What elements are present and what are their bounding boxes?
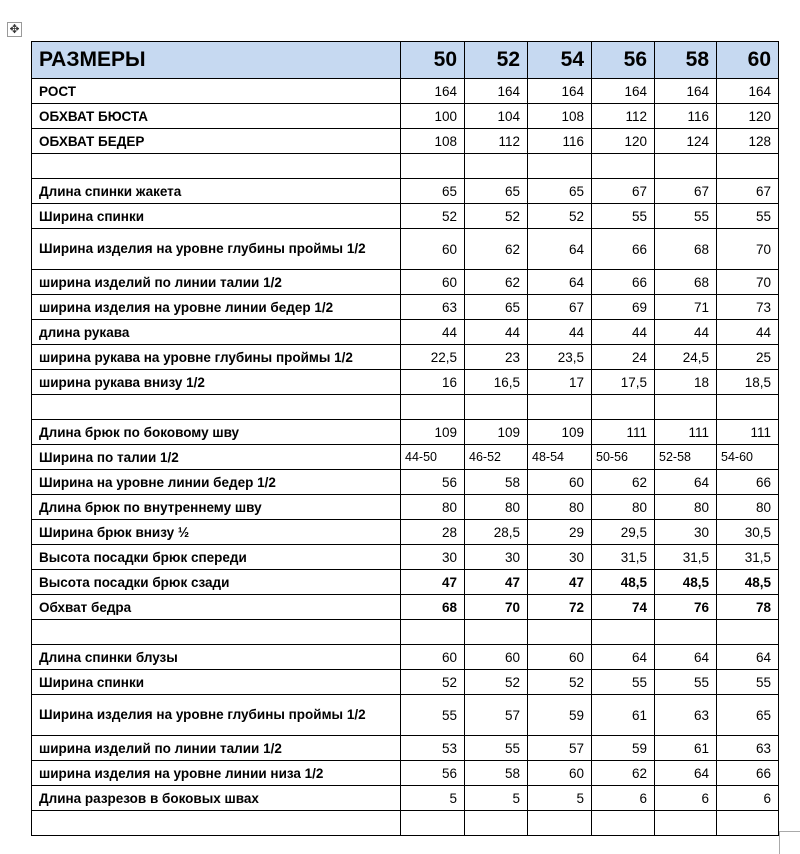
size-value: 108	[401, 129, 465, 154]
size-value: 60	[401, 229, 465, 270]
size-value: 54-60	[717, 445, 779, 470]
table-row	[32, 495, 779, 520]
size-value: 65	[717, 695, 779, 736]
table-row	[32, 736, 779, 761]
size-value: 52	[401, 670, 465, 695]
size-value: 44-50	[401, 445, 465, 470]
size-value: 6	[717, 786, 779, 811]
size-value: 120	[592, 129, 655, 154]
table-row	[32, 370, 779, 395]
table-row	[32, 179, 779, 204]
size-value: 57	[528, 736, 592, 761]
size-header: 54	[528, 42, 592, 79]
table-row	[32, 595, 779, 620]
size-value: 65	[465, 179, 528, 204]
size-value: 164	[401, 79, 465, 104]
size-value: 76	[655, 595, 717, 620]
size-value: 116	[655, 104, 717, 129]
size-chart-table	[31, 41, 779, 836]
size-value: 60	[528, 645, 592, 670]
size-value: 55	[655, 670, 717, 695]
size-value: 55	[401, 695, 465, 736]
size-value: 60	[401, 270, 465, 295]
size-value: 109	[465, 420, 528, 445]
size-value: 55	[465, 736, 528, 761]
size-value: 128	[717, 129, 779, 154]
size-value: 62	[465, 229, 528, 270]
size-value: 68	[655, 270, 717, 295]
size-value: 48,5	[655, 570, 717, 595]
size-value: 56	[401, 761, 465, 786]
size-value: 61	[592, 695, 655, 736]
row-label: Ширина спинки	[32, 670, 401, 695]
size-value: 52	[528, 204, 592, 229]
table-row	[32, 761, 779, 786]
size-value: 55	[592, 670, 655, 695]
size-value: 64	[717, 645, 779, 670]
size-value	[465, 620, 528, 645]
table-spacer-row	[32, 811, 779, 836]
size-value: 52	[465, 204, 528, 229]
size-value: 16,5	[465, 370, 528, 395]
size-value: 62	[592, 761, 655, 786]
size-value: 116	[528, 129, 592, 154]
size-value	[592, 811, 655, 836]
size-value: 44	[655, 320, 717, 345]
size-value: 65	[528, 179, 592, 204]
size-value: 80	[592, 495, 655, 520]
size-value	[592, 395, 655, 420]
size-value	[717, 811, 779, 836]
table-row	[32, 520, 779, 545]
size-value: 67	[717, 179, 779, 204]
size-value: 62	[592, 470, 655, 495]
size-value: 68	[401, 595, 465, 620]
size-value: 48,5	[592, 570, 655, 595]
size-value: 23,5	[528, 345, 592, 370]
row-label: ширина изделия на уровне линии бедер 1/2	[32, 295, 401, 320]
size-value: 109	[528, 420, 592, 445]
table-row	[32, 445, 779, 470]
size-value: 6	[655, 786, 717, 811]
size-value: 29	[528, 520, 592, 545]
size-value: 70	[465, 595, 528, 620]
size-value: 52	[465, 670, 528, 695]
size-value: 58	[465, 761, 528, 786]
row-label	[32, 395, 401, 420]
size-value: 78	[717, 595, 779, 620]
size-value: 16	[401, 370, 465, 395]
size-value: 63	[655, 695, 717, 736]
size-value: 112	[592, 104, 655, 129]
table-row	[32, 570, 779, 595]
size-value: 111	[655, 420, 717, 445]
table-row	[32, 470, 779, 495]
row-label: РОСТ	[32, 79, 401, 104]
size-header: 58	[655, 42, 717, 79]
size-value: 164	[655, 79, 717, 104]
table-row	[32, 270, 779, 295]
size-value: 69	[592, 295, 655, 320]
size-value: 104	[465, 104, 528, 129]
size-value	[717, 620, 779, 645]
size-value: 56	[401, 470, 465, 495]
size-value: 80	[465, 495, 528, 520]
size-value: 22,5	[401, 345, 465, 370]
size-value: 59	[592, 736, 655, 761]
size-value: 47	[528, 570, 592, 595]
size-value: 63	[717, 736, 779, 761]
table-spacer-row	[32, 620, 779, 645]
table-row	[32, 229, 779, 270]
size-value	[655, 811, 717, 836]
row-label: ширина изделий по линии талии 1/2	[32, 736, 401, 761]
size-value: 57	[465, 695, 528, 736]
row-label: Ширина спинки	[32, 204, 401, 229]
row-label	[32, 154, 401, 179]
size-value: 164	[717, 79, 779, 104]
size-value: 63	[401, 295, 465, 320]
size-value	[465, 154, 528, 179]
size-value: 47	[401, 570, 465, 595]
size-value: 44	[528, 320, 592, 345]
size-value: 100	[401, 104, 465, 129]
size-value: 66	[592, 270, 655, 295]
size-value	[401, 154, 465, 179]
table-spacer-row	[32, 154, 779, 179]
size-value: 5	[465, 786, 528, 811]
header-label: РАЗМЕРЫ	[32, 42, 401, 79]
size-value: 66	[592, 229, 655, 270]
size-value: 53	[401, 736, 465, 761]
table-spacer-row	[32, 395, 779, 420]
table-header-row	[32, 42, 779, 79]
table-row	[32, 786, 779, 811]
size-value: 111	[592, 420, 655, 445]
size-value: 108	[528, 104, 592, 129]
size-value: 30	[655, 520, 717, 545]
size-value: 72	[528, 595, 592, 620]
size-value	[592, 154, 655, 179]
size-value: 80	[717, 495, 779, 520]
size-value	[528, 395, 592, 420]
size-value: 25	[717, 345, 779, 370]
size-value: 64	[592, 645, 655, 670]
size-value: 55	[655, 204, 717, 229]
size-value: 17,5	[592, 370, 655, 395]
size-value	[655, 395, 717, 420]
row-label: Ширина на уровне линии бедер 1/2	[32, 470, 401, 495]
size-value: 18,5	[717, 370, 779, 395]
row-label: ОБХВАТ БЮСТА	[32, 104, 401, 129]
size-value: 80	[401, 495, 465, 520]
size-value: 52-58	[655, 445, 717, 470]
size-value: 112	[465, 129, 528, 154]
size-value: 47	[465, 570, 528, 595]
size-value: 73	[717, 295, 779, 320]
row-label: Длина брюк по боковому шву	[32, 420, 401, 445]
row-label: Ширина по талии 1/2	[32, 445, 401, 470]
row-label: ОБХВАТ БЕДЕР	[32, 129, 401, 154]
size-value: 68	[655, 229, 717, 270]
size-value: 48-54	[528, 445, 592, 470]
size-value: 61	[655, 736, 717, 761]
size-value: 23	[465, 345, 528, 370]
size-value: 28	[401, 520, 465, 545]
table-row	[32, 295, 779, 320]
size-value: 62	[465, 270, 528, 295]
size-value: 24	[592, 345, 655, 370]
size-value: 18	[655, 370, 717, 395]
row-label	[32, 811, 401, 836]
row-label: Длина спинки блузы	[32, 645, 401, 670]
size-value: 109	[401, 420, 465, 445]
size-value: 67	[592, 179, 655, 204]
size-value: 52	[528, 670, 592, 695]
corner-resize-box	[779, 831, 800, 854]
size-value: 60	[401, 645, 465, 670]
size-value: 5	[528, 786, 592, 811]
size-value	[401, 395, 465, 420]
size-header: 56	[592, 42, 655, 79]
row-label: ширина рукава на уровне глубины проймы 1/2	[32, 345, 401, 370]
size-value: 55	[592, 204, 655, 229]
row-label: Ширина изделия на уровне глубины проймы 1/2	[32, 229, 401, 270]
size-value: 164	[528, 79, 592, 104]
size-value: 44	[592, 320, 655, 345]
size-value: 31,5	[717, 545, 779, 570]
size-value: 64	[528, 229, 592, 270]
size-header: 52	[465, 42, 528, 79]
size-value	[465, 811, 528, 836]
row-label: Ширина изделия на уровне глубины проймы 1/2	[32, 695, 401, 736]
size-value: 46-52	[465, 445, 528, 470]
size-value	[401, 620, 465, 645]
size-value	[528, 811, 592, 836]
size-value: 164	[592, 79, 655, 104]
row-label: ширина рукава внизу 1/2	[32, 370, 401, 395]
size-value: 71	[655, 295, 717, 320]
size-value: 60	[465, 645, 528, 670]
table-row	[32, 204, 779, 229]
size-value	[717, 154, 779, 179]
size-value: 24,5	[655, 345, 717, 370]
size-value: 64	[655, 761, 717, 786]
size-value	[655, 620, 717, 645]
size-value: 31,5	[655, 545, 717, 570]
row-label: ширина изделий по линии талии 1/2	[32, 270, 401, 295]
size-value: 44	[717, 320, 779, 345]
table-row	[32, 320, 779, 345]
size-value: 65	[465, 295, 528, 320]
size-value: 66	[717, 761, 779, 786]
table-row	[32, 420, 779, 445]
table-row	[32, 104, 779, 129]
size-value	[592, 620, 655, 645]
row-label: ширина изделия на уровне линии низа 1/2	[32, 761, 401, 786]
table-row	[32, 129, 779, 154]
size-value: 6	[592, 786, 655, 811]
size-value: 28,5	[465, 520, 528, 545]
size-value: 30	[401, 545, 465, 570]
row-label: длина рукава	[32, 320, 401, 345]
table-row	[32, 695, 779, 736]
row-label: Высота посадки брюк сзади	[32, 570, 401, 595]
row-label: Высота посадки брюк спереди	[32, 545, 401, 570]
size-value: 64	[655, 645, 717, 670]
size-value: 30	[465, 545, 528, 570]
size-value: 70	[717, 270, 779, 295]
row-label: Длина брюк по внутреннему шву	[32, 495, 401, 520]
size-value: 5	[401, 786, 465, 811]
size-value: 59	[528, 695, 592, 736]
size-value: 124	[655, 129, 717, 154]
size-value	[528, 154, 592, 179]
size-value: 17	[528, 370, 592, 395]
size-value	[401, 811, 465, 836]
row-label	[32, 620, 401, 645]
size-value: 44	[401, 320, 465, 345]
size-value: 31,5	[592, 545, 655, 570]
size-value: 60	[528, 470, 592, 495]
size-value: 111	[717, 420, 779, 445]
table-row	[32, 670, 779, 695]
size-value: 58	[465, 470, 528, 495]
size-header: 60	[717, 42, 779, 79]
row-label: Обхват бедра	[32, 595, 401, 620]
table-row	[32, 345, 779, 370]
size-value: 67	[655, 179, 717, 204]
size-value: 64	[528, 270, 592, 295]
size-value: 48,5	[717, 570, 779, 595]
size-value: 74	[592, 595, 655, 620]
size-value: 55	[717, 204, 779, 229]
table-row	[32, 645, 779, 670]
size-value: 65	[401, 179, 465, 204]
size-value	[717, 395, 779, 420]
size-value: 55	[717, 670, 779, 695]
size-value: 30,5	[717, 520, 779, 545]
row-label: Длина спинки жакета	[32, 179, 401, 204]
size-value: 30	[528, 545, 592, 570]
size-value: 44	[465, 320, 528, 345]
table-row	[32, 545, 779, 570]
size-value	[655, 154, 717, 179]
size-value: 80	[528, 495, 592, 520]
size-value: 120	[717, 104, 779, 129]
size-value: 67	[528, 295, 592, 320]
size-value: 52	[401, 204, 465, 229]
size-value: 164	[465, 79, 528, 104]
size-value: 29,5	[592, 520, 655, 545]
size-value: 80	[655, 495, 717, 520]
size-value: 50-56	[592, 445, 655, 470]
table-move-handle-icon[interactable]: ✥	[7, 22, 22, 37]
size-value: 64	[655, 470, 717, 495]
size-header: 50	[401, 42, 465, 79]
table-row	[32, 79, 779, 104]
row-label: Ширина брюк внизу ½	[32, 520, 401, 545]
size-value: 66	[717, 470, 779, 495]
size-value: 60	[528, 761, 592, 786]
row-label: Длина разрезов в боковых швах	[32, 786, 401, 811]
size-value: 70	[717, 229, 779, 270]
size-value	[465, 395, 528, 420]
size-value	[528, 620, 592, 645]
